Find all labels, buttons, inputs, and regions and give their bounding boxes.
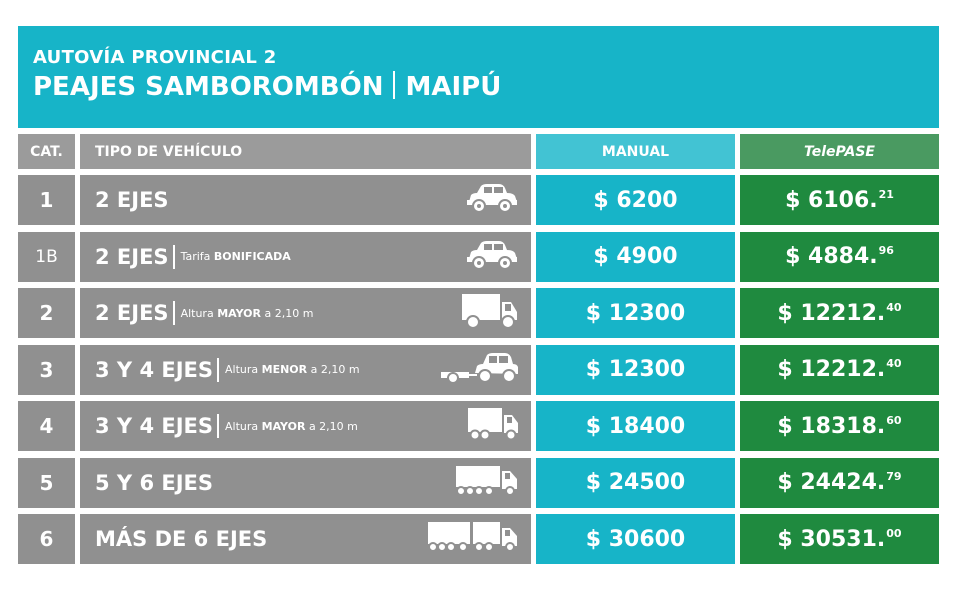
vehicle-type-cell — [80, 232, 531, 282]
header-title — [33, 70, 939, 104]
manual-price: $ 12300 — [585, 300, 686, 326]
note-bold: MAYOR — [217, 306, 262, 320]
car-icon — [463, 183, 519, 217]
cat-number: 5 — [39, 470, 54, 495]
telepase-price-integer: $ 30531. — [777, 526, 886, 552]
telepase-price-integer: $ 12212. — [777, 300, 886, 326]
cat-cell — [18, 401, 75, 451]
column-cat: CAT. — [18, 134, 75, 169]
column-manual: MANUAL — [536, 134, 735, 169]
note-bold: MENOR — [261, 363, 308, 376]
telepase-price-cell — [740, 345, 939, 395]
note-prefix: Altura — [225, 419, 262, 433]
vehicle-type: 3 Y 4 EJES — [95, 357, 213, 382]
note-suffix: a 2,10 m — [307, 363, 360, 376]
telepase-price-integer: $ 6106. — [785, 187, 878, 213]
vehicle-type: 5 Y 6 EJES — [95, 470, 213, 495]
note-divider — [173, 301, 175, 325]
table-row — [18, 458, 939, 508]
vehicle-note — [225, 363, 360, 376]
table-row — [18, 514, 939, 564]
telepase-price-cell — [740, 458, 939, 508]
manual-price-cell — [536, 401, 735, 451]
manual-price-cell — [536, 345, 735, 395]
manual-price-cell — [536, 288, 735, 338]
vehicle-note — [181, 307, 314, 320]
telepase-price — [777, 357, 901, 382]
telepase-price — [777, 414, 901, 439]
telepase-price-decimals: 40 — [886, 300, 902, 314]
vehicle-type-cell — [80, 288, 531, 338]
telepase-price-integer: $ 24424. — [777, 470, 886, 495]
telepase-price-integer: $ 18318. — [777, 413, 886, 439]
telepase-price-decimals: 79 — [886, 470, 902, 483]
cat-cell — [18, 345, 75, 395]
vehicle-type: 2 EJES — [95, 301, 169, 325]
manual-price-cell — [536, 514, 735, 564]
cat-cell — [18, 232, 75, 282]
cat-number: 1 — [39, 188, 54, 212]
cat-number: 3 — [39, 357, 54, 382]
telepase-price-decimals: 96 — [878, 244, 894, 257]
vehicle-type-cell — [80, 401, 531, 451]
telepase-tele: Tele — [803, 143, 836, 160]
table-row — [18, 401, 939, 451]
note-divider — [217, 358, 219, 382]
header-banner — [18, 26, 939, 128]
telepase-price-decimals: 00 — [886, 526, 902, 540]
title-samborombon: PEAJES SAMBOROMBÓN — [33, 72, 384, 102]
manual-price: $ 18400 — [585, 413, 686, 439]
manual-price: $ 24500 — [585, 470, 686, 495]
manual-price: $ 12300 — [585, 357, 686, 382]
column-telepase — [740, 134, 939, 169]
vehicle-note — [225, 420, 358, 433]
telepase-price — [785, 188, 894, 213]
vehicle-type-cell — [80, 175, 531, 225]
cat-number: 6 — [39, 527, 54, 551]
vehicle-type: 3 Y 4 EJES — [95, 414, 213, 438]
note-suffix: a 2,10 m — [261, 306, 314, 320]
table-row — [18, 232, 939, 282]
manual-price: $ 4900 — [593, 244, 678, 269]
telepase-price-cell — [740, 514, 939, 564]
manual-price: $ 6200 — [593, 187, 678, 213]
table-row — [18, 345, 939, 395]
telepase-price-integer: $ 4884. — [785, 244, 878, 269]
title-divider — [393, 71, 395, 99]
telepase-price-integer: $ 12212. — [777, 357, 886, 382]
manual-price-cell — [536, 458, 735, 508]
long-truck-icon — [427, 520, 519, 558]
car-trailer-icon — [439, 352, 519, 388]
semi-truck-icon — [455, 465, 519, 501]
cat-cell — [18, 288, 75, 338]
truck-3axle-icon — [467, 407, 519, 445]
telepase-price-decimals: 60 — [886, 413, 902, 427]
telepase-price — [777, 301, 901, 326]
table-row — [18, 175, 939, 225]
vehicle-type-cell — [80, 514, 531, 564]
vehicle-type: 2 EJES — [95, 188, 169, 212]
telepase-price-decimals: 21 — [878, 187, 894, 201]
note-prefix: Altura — [225, 363, 262, 376]
manual-price-cell — [536, 175, 735, 225]
cat-number: 1B — [35, 246, 58, 267]
note-prefix: Altura — [180, 306, 218, 320]
manual-price: $ 30600 — [585, 526, 686, 552]
cat-cell — [18, 175, 75, 225]
note-prefix: Tarifa — [180, 250, 214, 263]
column-header-row — [18, 134, 939, 169]
vehicle-type: 2 EJES — [95, 244, 169, 269]
column-tipo: TIPO DE VEHÍCULO — [80, 134, 531, 169]
cat-cell — [18, 514, 75, 564]
vehicle-type: MÁS DE 6 EJES — [95, 527, 268, 551]
telepase-price-decimals: 40 — [886, 357, 902, 370]
note-divider — [217, 414, 219, 438]
header-subtitle: AUTOVÍA PROVINCIAL 2 — [33, 47, 277, 68]
telepase-price-cell — [740, 401, 939, 451]
note-suffix: a 2,10 m — [305, 419, 358, 433]
toll-board — [18, 26, 939, 574]
note-bold: MAYOR — [261, 419, 306, 433]
van-truck-icon — [461, 292, 519, 334]
table-row — [18, 288, 939, 338]
telepase-price-cell — [740, 288, 939, 338]
car-icon — [463, 240, 519, 274]
cat-number: 4 — [39, 414, 54, 438]
cat-number: 2 — [39, 301, 54, 325]
telepase-price — [777, 527, 901, 552]
vehicle-type-cell — [80, 458, 531, 508]
note-divider — [173, 245, 175, 269]
vehicle-type-cell — [80, 345, 531, 395]
telepase-price — [777, 470, 901, 495]
telepase-price-cell — [740, 232, 939, 282]
note-bold: BONIFICADA — [213, 250, 291, 263]
telepase-price — [785, 244, 894, 269]
manual-price-cell — [536, 232, 735, 282]
vehicle-note — [181, 250, 291, 263]
cat-cell — [18, 458, 75, 508]
telepase-price-cell — [740, 175, 939, 225]
title-maipu: MAIPÚ — [405, 72, 502, 102]
telepase-pase: PASE — [835, 143, 875, 160]
